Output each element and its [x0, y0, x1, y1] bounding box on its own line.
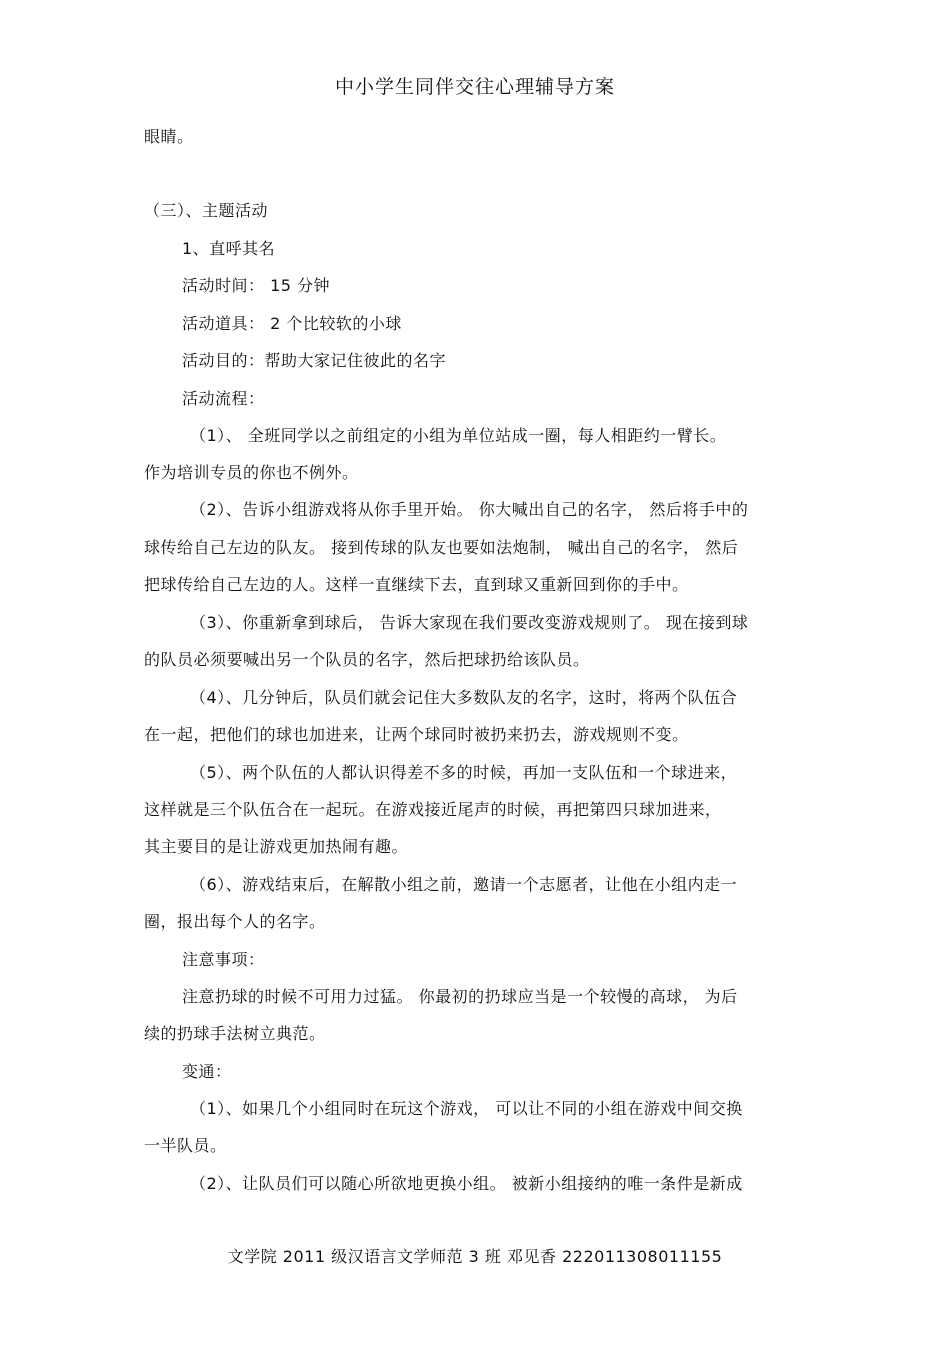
activity-time: 活动时间： 15 分钟	[182, 276, 331, 295]
text-line: （1）、 全班同学以之前组定的小组为单位站成一圈，每人相距约一臂长。	[190, 426, 727, 445]
text-line: 注意扔球的时候不可用力过猛。 你最初的扔球应当是一个较慢的高球， 为后	[182, 987, 738, 1006]
text-line: （2）、让队员们可以随心所欲地更换小组。 被新小组接纳的唯一条件是新成	[190, 1174, 743, 1193]
section-heading: （三）、主题活动	[144, 201, 269, 220]
text-line: 的队员必须要喊出另一个队员的名字，然后把球扔给该队员。	[144, 650, 590, 669]
activity-title: 1、直呼其名	[182, 239, 276, 258]
text-line: （2）、告诉小组游戏将从你手里开始。 你大喊出自己的名字， 然后将手中的	[190, 500, 749, 519]
text-line: （5）、两个队伍的人都认识得差不多的时候，再加一支队伍和一个球进来，	[190, 763, 738, 782]
text-line: （6）、游戏结束后，在解散小组之前，邀请一个志愿者，让他在小组内走一	[190, 875, 738, 894]
text-line: 眼睛。	[144, 127, 194, 146]
text-line: 续的扔球手法树立典范。	[144, 1024, 326, 1043]
page-title: 中小学生同伴交往心理辅导方案	[334, 76, 615, 98]
text-line: 一半队员。	[144, 1136, 227, 1155]
text-line: 在一起，把他们的球也加进来，让两个球同时被扔来扔去，游戏规则不变。	[144, 725, 689, 744]
activity-process-label: 活动流程：	[182, 389, 265, 408]
text-line: 球传给自己左边的队友。 接到传球的队友也要如法炮制， 喊出自己的名字， 然后	[144, 538, 739, 557]
text-line: 其主要目的是让游戏更加热闹有趣。	[144, 837, 409, 856]
text-line: 作为培训专员的你也不例外。	[144, 463, 359, 482]
notes-label: 注意事项：	[182, 950, 265, 969]
text-line: （1）、如果几个小组同时在玩这个游戏， 可以让不同的小组在游戏中间交换	[190, 1099, 743, 1118]
activity-purpose: 活动目的：帮助大家记住彼此的名字	[182, 351, 447, 370]
text-line: （3）、你重新拿到球后， 告诉大家现在我们要改变游戏规则了。 现在接到球	[190, 613, 749, 632]
page-footer: 文学院 2011 级汉语言文学师范 3 班 邓见香 222011308011155	[227, 1247, 723, 1266]
variation-label: 变通：	[182, 1062, 232, 1081]
text-line: 把球传给自己左边的人。这样一直继续下去，直到球又重新回到你的手中。	[144, 575, 689, 594]
text-line: 这样就是三个队伍合在一起玩。在游戏接近尾声的时候，再把第四只球加进来，	[144, 800, 722, 819]
activity-props: 活动道具： 2 个比较软的小球	[182, 314, 402, 333]
text-line: 圈，报出每个人的名字。	[144, 912, 326, 931]
text-line: （4）、几分钟后，队员们就会记住大多数队友的名字，这时，将两个队伍合	[190, 688, 738, 707]
